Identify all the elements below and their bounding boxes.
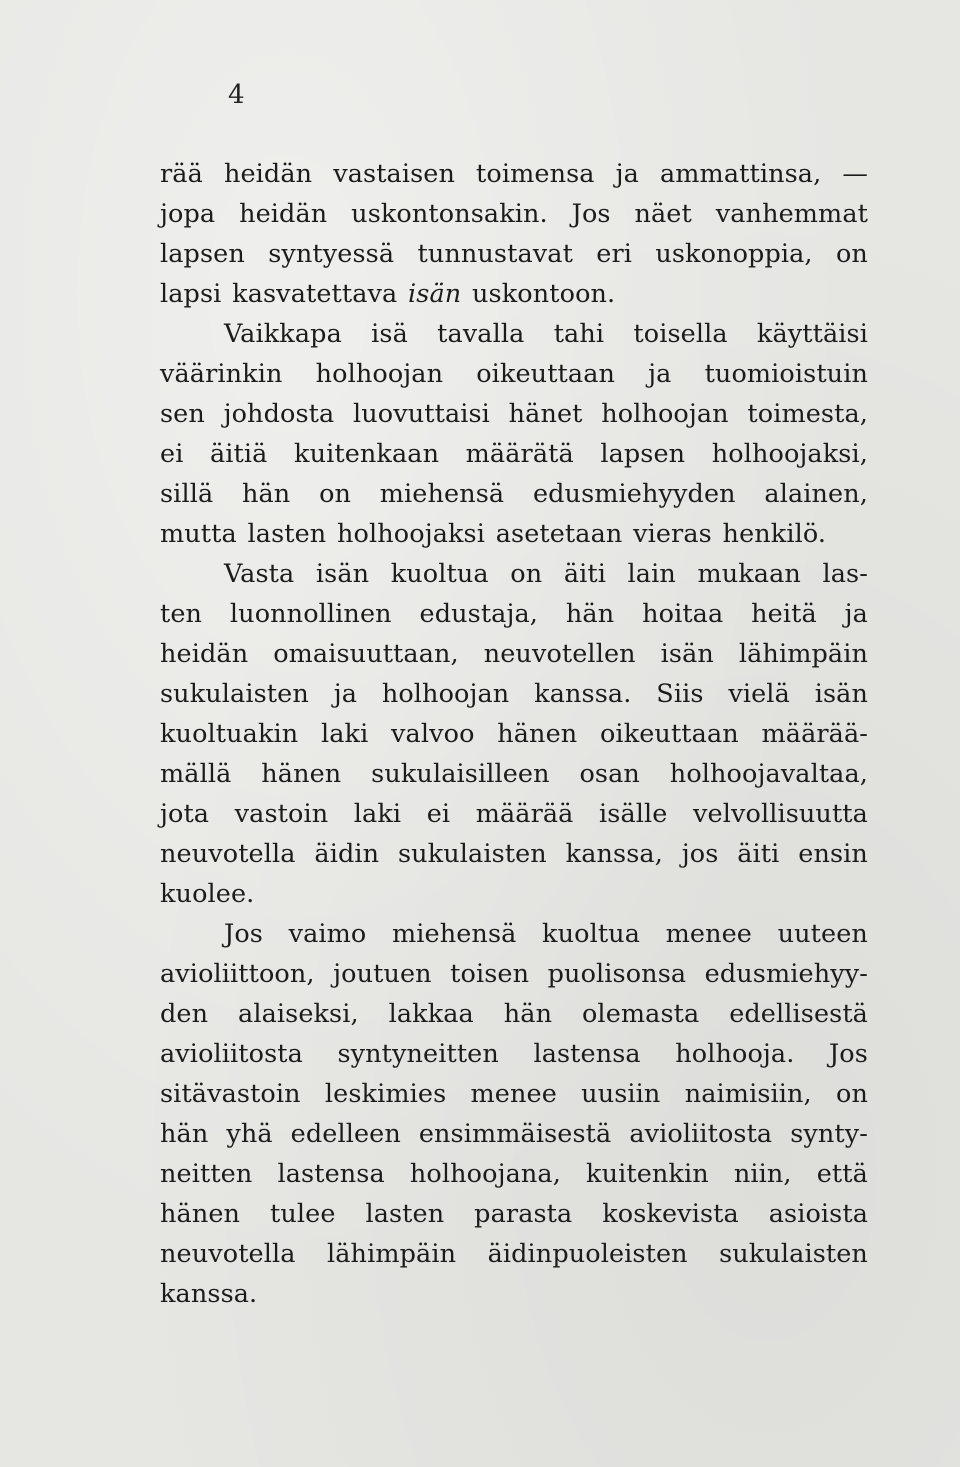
word: hänet bbox=[508, 399, 583, 429]
word: avioliittoon, bbox=[160, 959, 315, 989]
word: tavalla bbox=[437, 319, 525, 349]
word: naimisiin, bbox=[684, 1079, 812, 1109]
body-text bbox=[160, 154, 868, 1314]
word: menee bbox=[665, 919, 753, 949]
text-line bbox=[160, 194, 868, 234]
word: rää bbox=[160, 159, 203, 189]
word: holhoojan bbox=[381, 679, 510, 709]
word: käyttäisi bbox=[756, 319, 868, 349]
word: vielä bbox=[728, 679, 790, 709]
word: lasten bbox=[247, 519, 327, 549]
text-line bbox=[160, 274, 868, 314]
word: kuitenkaan bbox=[294, 439, 440, 469]
text-line bbox=[160, 634, 868, 674]
word: valvoo bbox=[391, 719, 475, 749]
word: kuitenkin bbox=[586, 1159, 709, 1189]
word: menee bbox=[470, 1079, 557, 1109]
word: las- bbox=[822, 559, 868, 589]
text-line bbox=[160, 394, 868, 434]
word: kuoltua bbox=[542, 919, 641, 949]
word: neuvotellen bbox=[483, 639, 636, 669]
word: kuoltuakin bbox=[160, 719, 299, 749]
word: vastaisen bbox=[333, 159, 456, 189]
word: ja bbox=[844, 599, 868, 629]
word: jopa bbox=[160, 199, 216, 229]
word: niin, bbox=[733, 1159, 792, 1189]
text-line bbox=[160, 234, 868, 274]
text-line bbox=[160, 1074, 868, 1114]
word: heidän bbox=[223, 159, 313, 189]
word: uskonoppia, bbox=[655, 239, 813, 269]
text-line bbox=[160, 914, 868, 954]
word: — bbox=[842, 159, 868, 189]
word: äitiä bbox=[210, 439, 268, 469]
word: joutuen bbox=[333, 959, 432, 989]
word: edelleen bbox=[290, 1119, 401, 1149]
word: luovuttaisi bbox=[352, 399, 490, 429]
word: hänen bbox=[261, 759, 342, 789]
text-line bbox=[160, 1114, 868, 1154]
word: mutta bbox=[160, 519, 237, 549]
text-line bbox=[160, 954, 868, 994]
word: isän bbox=[408, 279, 462, 309]
word: neuvotella bbox=[160, 839, 296, 869]
word: johdosta bbox=[223, 399, 335, 429]
word: ten bbox=[160, 599, 203, 629]
text-line bbox=[160, 754, 868, 794]
word: Jos bbox=[571, 199, 611, 229]
word: lapsen bbox=[600, 439, 686, 469]
word: vanhemmat bbox=[715, 199, 868, 229]
word: isän bbox=[660, 639, 714, 669]
word: heidän bbox=[239, 199, 328, 229]
word: kanssa, bbox=[565, 839, 663, 869]
word: toisen bbox=[450, 959, 530, 989]
word: omaisuuttaan, bbox=[273, 639, 459, 669]
text-line bbox=[160, 154, 868, 194]
word: hän bbox=[565, 599, 615, 629]
word: äidinpuoleisten bbox=[487, 1239, 688, 1269]
text-line bbox=[160, 1034, 868, 1074]
word: alainen, bbox=[764, 479, 868, 509]
word: hän bbox=[241, 479, 291, 509]
word: vastoin bbox=[234, 799, 329, 829]
word: laki bbox=[353, 799, 402, 829]
word: on bbox=[319, 479, 352, 509]
word: laki bbox=[320, 719, 369, 749]
word: holhoojaksi bbox=[337, 519, 485, 549]
word: on bbox=[510, 559, 543, 589]
word: toimesta, bbox=[747, 399, 868, 429]
word: sukulaisten bbox=[719, 1239, 868, 1269]
word: ei bbox=[426, 799, 451, 829]
word: tahi bbox=[553, 319, 605, 349]
word: hänen bbox=[160, 1199, 241, 1229]
word: lastensa bbox=[533, 1039, 641, 1069]
word: heidän bbox=[160, 639, 249, 669]
word: den bbox=[160, 999, 209, 1029]
word: miehensä bbox=[391, 919, 517, 949]
word: sitävastoin bbox=[160, 1079, 301, 1109]
word: kuoltua bbox=[390, 559, 489, 589]
word: määrää- bbox=[761, 719, 868, 749]
word: väärinkin bbox=[160, 359, 283, 389]
word: avioliitosta bbox=[629, 1119, 773, 1149]
word: määrää bbox=[475, 799, 574, 829]
word: oikeuttaan bbox=[599, 719, 739, 749]
word: lähimpäin bbox=[738, 639, 868, 669]
word: lähimpäin bbox=[327, 1239, 457, 1269]
word: henkilö. bbox=[722, 519, 827, 549]
text-line bbox=[160, 354, 868, 394]
word: sukulaisten bbox=[397, 839, 547, 869]
word: lasten bbox=[365, 1199, 445, 1229]
word: lain bbox=[627, 559, 676, 589]
word: synty- bbox=[790, 1119, 868, 1149]
word: asioista bbox=[768, 1199, 868, 1229]
word: ja bbox=[648, 359, 672, 389]
word: tuomioistuin bbox=[704, 359, 868, 389]
text-line bbox=[160, 554, 868, 594]
word: holhoojana, bbox=[409, 1159, 561, 1189]
word: leskimies bbox=[324, 1079, 447, 1109]
word: holhooja. bbox=[675, 1039, 795, 1069]
word: äidin bbox=[314, 839, 380, 869]
word: kasvatettava bbox=[232, 279, 398, 309]
text-line bbox=[160, 594, 868, 634]
word: heitä bbox=[751, 599, 817, 629]
word: Jos bbox=[828, 1039, 868, 1069]
word: vieras bbox=[633, 519, 712, 549]
word: ja bbox=[333, 679, 357, 709]
word: isän bbox=[315, 559, 370, 589]
text-line bbox=[160, 1274, 868, 1314]
word: velvollisuutta bbox=[693, 799, 868, 829]
word: holhoojavaltaa, bbox=[669, 759, 868, 789]
word: neitten bbox=[160, 1159, 253, 1189]
word: koskevista bbox=[602, 1199, 739, 1229]
word: sen bbox=[160, 399, 205, 429]
word: äiti bbox=[563, 559, 606, 589]
text-line bbox=[160, 514, 868, 554]
word: uskontonsakin. bbox=[351, 199, 548, 229]
word: Jos bbox=[224, 919, 263, 949]
word: olemasta bbox=[581, 999, 700, 1029]
word: uskontoon. bbox=[472, 279, 616, 309]
word: ei bbox=[160, 439, 184, 469]
word: syntyneitten bbox=[337, 1039, 499, 1069]
text-line bbox=[160, 434, 868, 474]
word: toimensa bbox=[476, 159, 595, 189]
word: jos bbox=[681, 839, 719, 869]
word: uuteen bbox=[777, 919, 868, 949]
word: äiti bbox=[737, 839, 780, 869]
word: eri bbox=[596, 239, 632, 269]
word: kanssa. bbox=[534, 679, 632, 709]
text-line bbox=[160, 674, 868, 714]
text-line bbox=[160, 474, 868, 514]
word: sillä bbox=[160, 479, 214, 509]
word: vaimo bbox=[288, 919, 367, 949]
word: edusmiehyyden bbox=[532, 479, 736, 509]
word: Siis bbox=[656, 679, 704, 709]
word: hän bbox=[503, 999, 553, 1029]
word: isä bbox=[371, 319, 408, 349]
word: kuolee. bbox=[160, 879, 255, 909]
word: lapsi bbox=[160, 279, 222, 309]
word: isän bbox=[814, 679, 868, 709]
text-line bbox=[160, 314, 868, 354]
word: hänen bbox=[497, 719, 578, 749]
text-line bbox=[160, 794, 868, 834]
word: holhoojaksi, bbox=[711, 439, 868, 469]
word: holhoojan bbox=[601, 399, 729, 429]
word: puolisonsa bbox=[547, 959, 687, 989]
word: lakkaa bbox=[388, 999, 474, 1029]
word: edellisestä bbox=[729, 999, 868, 1029]
word: kanssa. bbox=[160, 1279, 258, 1309]
word: hoitaa bbox=[642, 599, 724, 629]
word: syntyessä bbox=[268, 239, 395, 269]
word: osan bbox=[579, 759, 640, 789]
word: jota bbox=[160, 799, 210, 829]
word: edustaja, bbox=[419, 599, 539, 629]
text-line bbox=[160, 874, 868, 914]
text-line bbox=[160, 1234, 868, 1274]
word: Vaikkapa bbox=[224, 319, 342, 349]
word: asetetaan bbox=[495, 519, 623, 549]
text-line bbox=[160, 1194, 868, 1234]
word: on bbox=[835, 239, 868, 269]
word: tunnustavat bbox=[417, 239, 573, 269]
word: Vasta bbox=[224, 559, 295, 589]
text-line bbox=[160, 994, 868, 1034]
word: avioliitosta bbox=[160, 1039, 303, 1069]
text-line bbox=[160, 1154, 868, 1194]
word: edusmiehyy- bbox=[704, 959, 868, 989]
word: ammattinsa, bbox=[659, 159, 822, 189]
word: hän bbox=[160, 1119, 209, 1149]
word: neuvotella bbox=[160, 1239, 296, 1269]
word: on bbox=[836, 1079, 868, 1109]
page-number: 4 bbox=[228, 80, 245, 110]
word: mällä bbox=[160, 759, 232, 789]
word: lastensa bbox=[277, 1159, 385, 1189]
word: sukulaisilleen bbox=[371, 759, 550, 789]
word: oikeuttaan bbox=[476, 359, 616, 389]
word: ja bbox=[615, 159, 639, 189]
word: luonnollinen bbox=[229, 599, 392, 629]
word: ensimmäisestä bbox=[418, 1119, 612, 1149]
word: ensin bbox=[798, 839, 868, 869]
word: että bbox=[816, 1159, 868, 1189]
word: sukulaisten bbox=[160, 679, 309, 709]
word: mukaan bbox=[697, 559, 801, 589]
word: toisella bbox=[633, 319, 728, 349]
word: alaiseksi, bbox=[238, 999, 359, 1029]
word: parasta bbox=[474, 1199, 573, 1229]
word: näet bbox=[634, 199, 692, 229]
word: tulee bbox=[270, 1199, 336, 1229]
word: yhä bbox=[226, 1119, 273, 1149]
word: lapsen bbox=[160, 239, 245, 269]
word: määrätä bbox=[465, 439, 574, 469]
word: isälle bbox=[599, 799, 668, 829]
text-line bbox=[160, 714, 868, 754]
word: uusiin bbox=[581, 1079, 661, 1109]
word: miehensä bbox=[379, 479, 505, 509]
text-line bbox=[160, 834, 868, 874]
word: holhoojan bbox=[315, 359, 444, 389]
